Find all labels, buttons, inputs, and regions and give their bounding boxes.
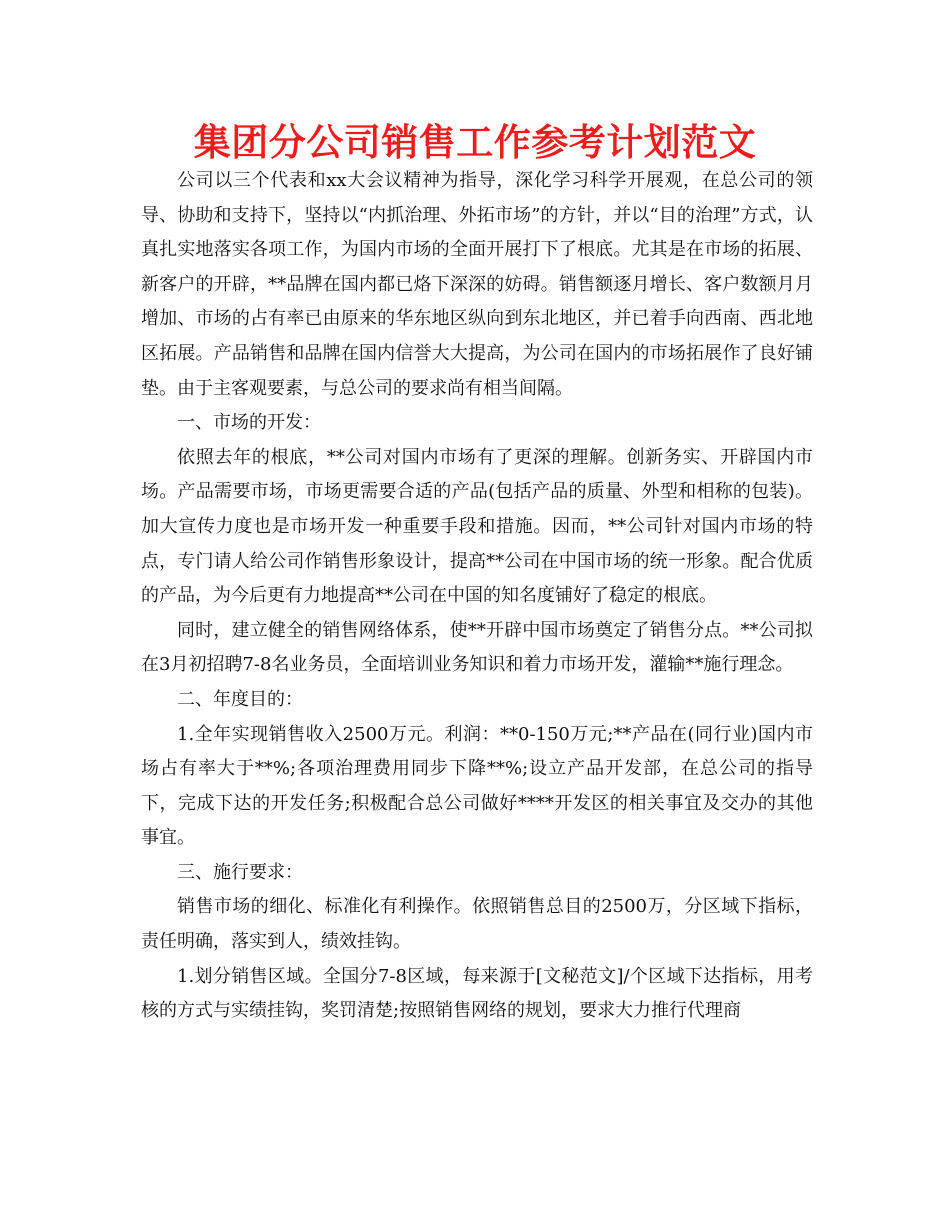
document-body (141, 164, 813, 1029)
section-heading-market-development: 一、市场的开发： (177, 412, 321, 434)
document-title: 集团分公司销售工作参考计划范文 (193, 121, 757, 164)
paragraph-requirements: 销售市场的细化、标准化有利操作。依照销售总目的2500万，分区域下指标，责任明确，落实到人，绩效挂钩。 (141, 896, 813, 953)
section-heading-requirements: 三、施行要求： (177, 861, 303, 883)
section-heading-annual-goals: 二、年度目的： (177, 688, 303, 710)
paragraph-market-development: 依照去年的根底，**公司对国内市场有了更深的理解。创新务实、开辟国内市场。产品需要市场，市场更需要合适的产品(包括产品的质量、外型和相称的包装)。加大宣传力度也是市场开发一种重要手段和措施。因而，**公司针对国内市场的特点，专门请人给公司作销售形象设计，提高**公司在中国市场的统一形象。配合优质的产品，为今后更有力地提高**公司在中国的知名度铺好了稳定的根底。 (141, 446, 813, 607)
paragraph-sales-network: 同时，建立健全的销售网络体系，使**开辟中国市场奠定了销售分点。**公司拟在3月初招聘7-8名业务员，全面培训业务知识和着力市场开发，灌输**施行理念。 (141, 619, 813, 676)
paragraph-annual-goals: 1.全年实现销售收入2500万元。利润：**0-150万元;**产品在(同行业)国内市场占有率大于**%;各项治理费用同步下降**%;设立产品开发部，在总公司的指导下，完成下达的开发任务;积极配合总公司做好****开发区的相关事宜及交办的其他事宜。 (141, 723, 813, 849)
paragraph-sales-regions: 1.划分销售区域。全国分7-8区域，每来源于[文秘范文]/个区域下达指标，用考核的方式与实绩挂钩，奖罚清楚;按照销售网络的规划，要求大力推行代理商 (141, 965, 813, 1022)
paragraph-intro: 公司以三个代表和xx大会议精神为指导，深化学习科学开展观，在总公司的领导、协助和支持下，坚持以“内抓治理、外拓市场”的方针，并以“目的治理”方式，认真扎实地落实各项工作，为国内市场的全面开展打下了根底。尤其是在市场的拓展、新客户的开辟，**品牌在国内都已烙下深深的妨碍。销售额逐月增长、客户数额月月增加、市场的占有率已由原来的华东地区纵向到东北地区，并已着手向西南、西北地区拓展。产品销售和品牌在国内信誉大大提高，为公司在国内的市场拓展作了良好铺垫。由于主客观要素，与总公司的要求尚有相当间隔。 (141, 170, 813, 399)
